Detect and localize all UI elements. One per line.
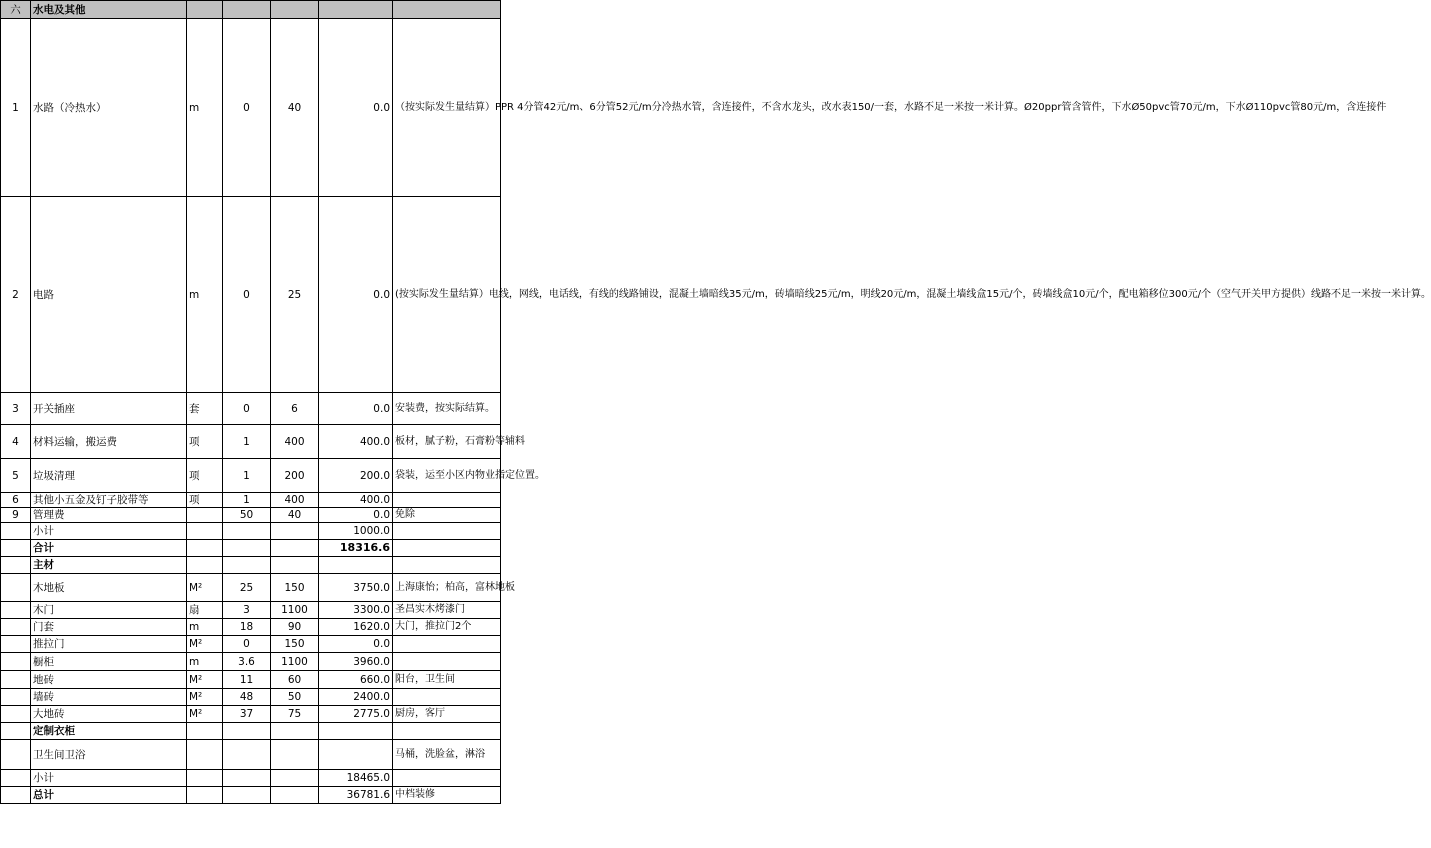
unit-price-cell: 150	[271, 636, 319, 653]
amount-cell: 0.0	[319, 197, 393, 393]
quantity-cell: 3	[223, 602, 271, 619]
item-number-cell	[1, 740, 31, 770]
quantity-cell: 3.6	[223, 653, 271, 671]
item-name-cell: 大地砖	[31, 706, 187, 723]
item-number-cell: 9	[1, 508, 31, 523]
table-row	[1, 689, 501, 706]
amount-cell: 3300.0	[319, 602, 393, 619]
quantity-cell	[223, 740, 271, 770]
table-body	[1, 1, 1431, 804]
quantity-cell	[223, 523, 271, 540]
remark-cell	[393, 770, 501, 787]
item-number-cell	[1, 540, 31, 557]
amount-cell: 18316.6	[319, 540, 393, 557]
table-row	[1, 425, 501, 459]
table-row	[1, 574, 501, 602]
quantity-cell	[223, 787, 271, 804]
quantity-cell: 1	[223, 493, 271, 508]
item-number-cell	[1, 574, 31, 602]
remark-cell	[393, 636, 501, 653]
item-name-cell: 开关插座	[31, 393, 187, 425]
quantity-cell: 25	[223, 574, 271, 602]
item-number-cell	[1, 636, 31, 653]
quantity-cell: 1	[223, 425, 271, 459]
item-number-cell	[1, 770, 31, 787]
unit-price-cell	[271, 540, 319, 557]
remark-cell: 马桶，洗脸盆，淋浴	[393, 740, 501, 770]
unit-price-cell	[271, 740, 319, 770]
remark-cell: 圣昌实木烤漆门	[393, 602, 501, 619]
table-row	[1, 671, 501, 689]
item-name-cell: 墙砖	[31, 689, 187, 706]
unit-price-cell: 150	[271, 574, 319, 602]
remark-cell: 厨房，客厅	[393, 706, 501, 723]
unit-price-cell: 75	[271, 706, 319, 723]
unit-cell: m	[187, 653, 223, 671]
item-number-cell	[1, 689, 31, 706]
quantity-cell: 0	[223, 19, 271, 197]
amount-cell: 18465.0	[319, 770, 393, 787]
item-name-cell: 小计	[31, 770, 187, 787]
item-number-cell: 6	[1, 493, 31, 508]
item-number-cell	[1, 787, 31, 804]
remark-cell: (按实际发生量结算）电线，网线，电话线，有线的线路铺设，混凝土墙暗线35元/m，砖墙暗线25元/m，明线20元/m，混凝土墙线盒15元/个，砖墙线盒10元/个，配电箱移位300元/个（空气开关甲方提供）线路不足一米按一米计算。	[393, 197, 501, 393]
item-name-cell: 卫生间卫浴	[31, 740, 187, 770]
quantity-cell: 1	[223, 459, 271, 493]
amount-cell: 1620.0	[319, 619, 393, 636]
amount-cell: 200.0	[319, 459, 393, 493]
unit-cell: 项	[187, 493, 223, 508]
quantity-cell: 0	[223, 393, 271, 425]
item-name-cell: 木地板	[31, 574, 187, 602]
unit-price-cell: 60	[271, 671, 319, 689]
unit-cell	[187, 557, 223, 574]
unit-price-cell: 40	[271, 508, 319, 523]
quantity-cell	[223, 723, 271, 740]
item-number-cell	[1, 602, 31, 619]
table-row	[1, 619, 501, 636]
quantity-cell: 0	[223, 197, 271, 393]
section-title: 水电及其他	[31, 1, 187, 19]
amount-cell: 36781.6	[319, 787, 393, 804]
quantity-cell: 18	[223, 619, 271, 636]
remark-cell: 大门，推拉门2个	[393, 619, 501, 636]
item-name-cell: 主材	[31, 557, 187, 574]
item-number-cell	[1, 723, 31, 740]
table-row	[1, 540, 501, 557]
table-row	[1, 523, 501, 540]
unit-cell	[187, 508, 223, 523]
item-name-cell: 管理费	[31, 508, 187, 523]
unit-price-cell: 400	[271, 493, 319, 508]
unit-cell: m	[187, 19, 223, 197]
remark-cell	[393, 523, 501, 540]
table-row	[1, 493, 501, 508]
unit-price-cell: 1100	[271, 653, 319, 671]
empty-cell	[187, 1, 223, 19]
unit-price-cell	[271, 770, 319, 787]
unit-cell: M²	[187, 706, 223, 723]
unit-price-cell	[271, 557, 319, 574]
table-row	[1, 740, 501, 770]
item-number-cell	[1, 671, 31, 689]
quantity-cell: 37	[223, 706, 271, 723]
quantity-cell: 50	[223, 508, 271, 523]
section-header-row	[1, 1, 501, 19]
amount-cell	[319, 557, 393, 574]
remark-cell: 板材，腻子粉，石膏粉等辅料	[393, 425, 501, 459]
amount-cell: 2400.0	[319, 689, 393, 706]
unit-cell: 项	[187, 459, 223, 493]
unit-cell	[187, 787, 223, 804]
amount-cell: 3750.0	[319, 574, 393, 602]
item-number-cell	[1, 523, 31, 540]
amount-cell: 0.0	[319, 19, 393, 197]
unit-cell	[187, 523, 223, 540]
item-name-cell: 垃圾清理	[31, 459, 187, 493]
remark-cell: 袋装，运至小区内物业指定位置。	[393, 459, 501, 493]
unit-price-cell: 50	[271, 689, 319, 706]
unit-price-cell: 25	[271, 197, 319, 393]
item-name-cell: 橱柜	[31, 653, 187, 671]
item-number-cell: 3	[1, 393, 31, 425]
remark-cell	[393, 540, 501, 557]
unit-cell: 套	[187, 393, 223, 425]
amount-cell: 0.0	[319, 636, 393, 653]
unit-price-cell: 40	[271, 19, 319, 197]
remark-cell: 安装费，按实际结算。	[393, 393, 501, 425]
unit-cell: M²	[187, 636, 223, 653]
unit-price-cell: 400	[271, 425, 319, 459]
item-name-cell: 总计	[31, 787, 187, 804]
unit-cell	[187, 770, 223, 787]
table-row	[1, 557, 501, 574]
table-row	[1, 602, 501, 619]
table-row	[1, 393, 501, 425]
item-name-cell: 地砖	[31, 671, 187, 689]
unit-cell: 扇	[187, 602, 223, 619]
item-number-cell: 4	[1, 425, 31, 459]
table-row	[1, 787, 501, 804]
section-number: 六	[1, 1, 31, 19]
item-name-cell: 定制衣柜	[31, 723, 187, 740]
item-name-cell: 水路（冷热水）	[31, 19, 187, 197]
amount-cell: 3960.0	[319, 653, 393, 671]
unit-price-cell: 1100	[271, 602, 319, 619]
unit-cell: M²	[187, 671, 223, 689]
amount-cell: 2775.0	[319, 706, 393, 723]
remark-cell: 免除	[393, 508, 501, 523]
amount-cell: 1000.0	[319, 523, 393, 540]
table-row	[1, 197, 501, 393]
amount-cell: 0.0	[319, 508, 393, 523]
item-name-cell: 电路	[31, 197, 187, 393]
item-number-cell	[1, 557, 31, 574]
remark-cell	[393, 493, 501, 508]
unit-cell	[187, 740, 223, 770]
unit-cell: m	[187, 197, 223, 393]
table-row	[1, 636, 501, 653]
remark-cell: 阳台，卫生间	[393, 671, 501, 689]
item-name-cell: 材料运输，搬运费	[31, 425, 187, 459]
item-name-cell: 其他小五金及钉子胶带等	[31, 493, 187, 508]
table-row	[1, 19, 501, 197]
item-name-cell: 小计	[31, 523, 187, 540]
unit-price-cell	[271, 523, 319, 540]
unit-cell	[187, 540, 223, 557]
unit-cell: 项	[187, 425, 223, 459]
item-name-cell: 推拉门	[31, 636, 187, 653]
amount-cell: 0.0	[319, 393, 393, 425]
remark-cell	[393, 723, 501, 740]
table-row	[1, 508, 501, 523]
amount-cell: 400.0	[319, 493, 393, 508]
item-name-cell: 门套	[31, 619, 187, 636]
quantity-cell: 11	[223, 671, 271, 689]
remark-cell: 中档装修	[393, 787, 501, 804]
remark-cell: （按实际发生量结算）PPR 4分管42元/m、6分管52元/m分冷热水管，含连接件，不含水龙头，改水表150/一套，水路不足一米按一米计算。Ø20ppr管含管件，下水Ø50pvc管70元/m，下水Ø110pvc管80元/m，含连接件	[393, 19, 501, 197]
quantity-cell: 48	[223, 689, 271, 706]
table-row	[1, 723, 501, 740]
quantity-cell	[223, 557, 271, 574]
quantity-cell: 0	[223, 636, 271, 653]
item-number-cell	[1, 653, 31, 671]
item-number-cell: 1	[1, 19, 31, 197]
unit-cell: M²	[187, 574, 223, 602]
unit-price-cell	[271, 787, 319, 804]
remark-cell	[393, 689, 501, 706]
remark-cell: 上海康怡；柏高，富林地板	[393, 574, 501, 602]
item-number-cell	[1, 706, 31, 723]
unit-price-cell: 200	[271, 459, 319, 493]
amount-cell: 660.0	[319, 671, 393, 689]
unit-price-cell: 6	[271, 393, 319, 425]
table-row	[1, 459, 501, 493]
unit-price-cell: 90	[271, 619, 319, 636]
table-row	[1, 706, 501, 723]
empty-cell	[319, 1, 393, 19]
remark-cell	[393, 653, 501, 671]
table-row	[1, 770, 501, 787]
unit-cell	[187, 723, 223, 740]
item-number-cell	[1, 619, 31, 636]
quantity-cell	[223, 770, 271, 787]
amount-cell	[319, 740, 393, 770]
unit-cell: M²	[187, 689, 223, 706]
item-number-cell: 5	[1, 459, 31, 493]
item-name-cell: 木门	[31, 602, 187, 619]
amount-cell: 400.0	[319, 425, 393, 459]
item-name-cell: 合计	[31, 540, 187, 557]
remark-cell	[393, 557, 501, 574]
item-number-cell: 2	[1, 197, 31, 393]
table-row	[1, 653, 501, 671]
quantity-cell	[223, 540, 271, 557]
empty-cell	[223, 1, 271, 19]
empty-cell	[393, 1, 501, 19]
unit-cell: m	[187, 619, 223, 636]
unit-price-cell	[271, 723, 319, 740]
empty-cell	[271, 1, 319, 19]
amount-cell	[319, 723, 393, 740]
